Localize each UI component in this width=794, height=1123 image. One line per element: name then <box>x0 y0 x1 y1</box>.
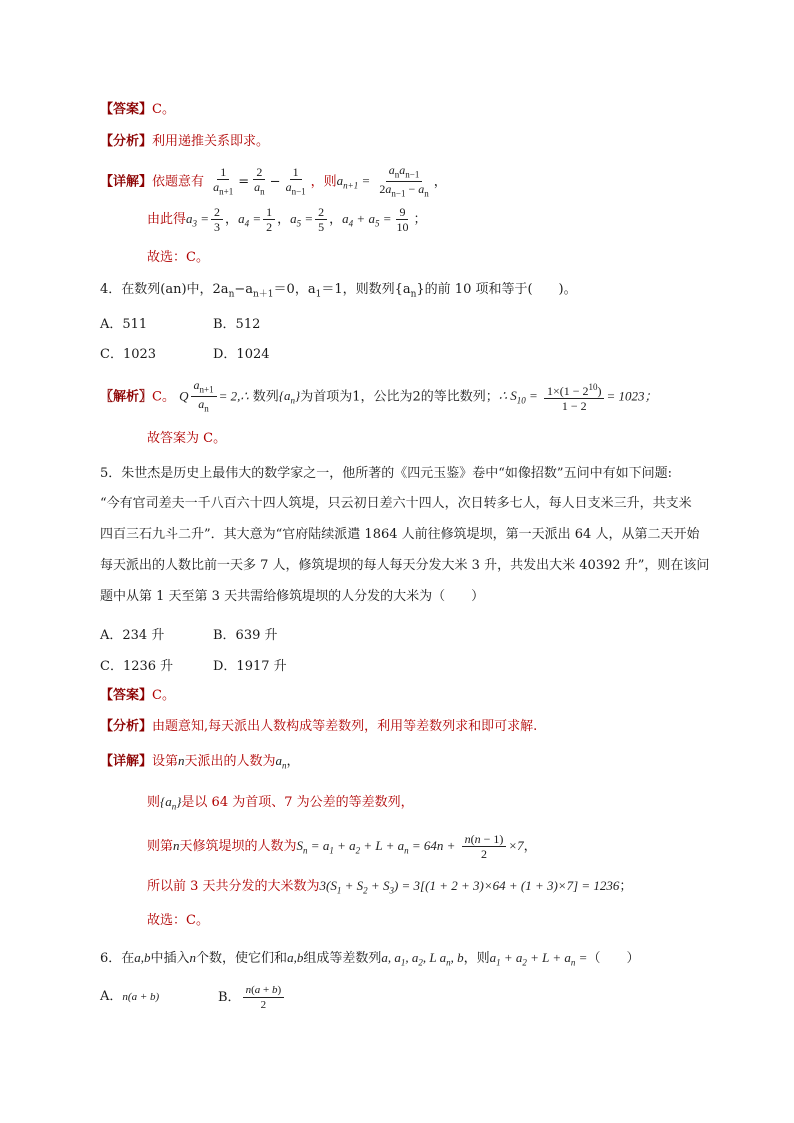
answer-tag: 【答案】 <box>100 102 153 117</box>
q5-line4: 每天派出的人数比前一天多 7 人，修筑堤坝的每人每天分发大米 3 升，共发出大米 40392 升”，则在该问 <box>100 558 710 573</box>
q6-option-a: A．n(a + b) <box>100 989 160 1004</box>
analysis-tag: 【分析】 <box>100 134 153 149</box>
analysis-text: 利用递推关系即求。 <box>152 134 270 149</box>
q6-option-b: B． $\frac{n(a + b)}{2}$ <box>218 980 286 1016</box>
q5-detail-line3: 则第n天修筑堤坝的人数为$S_n = a_1 + a_2 + L + a_n = 64n$ + $\frac{n(n - 1)}{2}$ ×7， <box>147 832 537 861</box>
detail2-prefix: 由此得 <box>147 212 187 227</box>
q5-detail-line2: 则$\{a_n\}$是以 64 为首项、7 为公差的等差数列， <box>147 794 414 812</box>
formula-recurrence: $\frac{1}{a_{n+1}}$ <box>213 165 234 197</box>
detail-tag: 【详解】 <box>100 174 153 190</box>
q5-line1: 5．朱世杰是历史上最伟大的数学家之一，他所著的《四元玉鉴》卷中“如像招数”五问中有如下问题: <box>100 466 672 481</box>
q3-analysis-line <box>100 133 269 151</box>
q3-answer-line <box>100 101 175 119</box>
q5-choose: 故选：C。 <box>147 913 209 928</box>
q6-stem: 6．在a,b中插入n个数，使它们和a,b组成等差数列a, $a_1$, $a_2$, L $a_n$, b，则$a_1 + a_2 + L + a_n$ =（ ） <box>100 950 640 968</box>
q4-option-b: B．512 <box>213 317 261 332</box>
q5-line5: 题中从第 1 天至第 3 天共需给修筑堤坝的人分发的大米为（ ） <box>100 589 485 604</box>
q4-conclusion: 故答案为 C。 <box>147 431 227 446</box>
q5-detail-line4: 所以前 3 天共分发的大米数为$3(S_1 + S_2 + S_3) = 3[(1 + 2 + 3)\times 64 + (1 + 3)\times 7] = 1236$； <box>147 878 633 896</box>
q4-stem: 4．在数列(an)中，$2a_n-a_{n+1}=0$，$a_1=1$，则数列$\{a_n\}$的前 10 项和等于( )。 <box>100 282 577 300</box>
q5-line2: “今有官司差夫一千八百六十四人筑堤，只云初日差六十四人，次日转多七人，每人日支米三升，共支米 <box>100 496 692 511</box>
q3-detail-line2: 由此得$a_3$ = $\frac{2}{3}$ ，$a_4$ = $\frac{1}{2}$ ，$a_5$ = $\frac{2}{5}$ ，$a_4 + a_5$ = $\frac{9}{10}$ ； <box>147 205 427 234</box>
detail-end: ， <box>433 174 447 190</box>
q5-line3: 四百三石九斗二升”．其大意为“官府陆续派遣 1864 人前往修筑堤坝，第一天派出 64 人，从第二天开始 <box>100 527 700 542</box>
q5-analysis-line: 【分析】由题意知,每天派出人数构成等差数列，利用等差数列求和即可求解. <box>100 719 538 734</box>
q3-detail-line1: 【详解】依题意有 $\frac{1}{a_{n+1}}$ = $\frac{2}{a_n}$ − $\frac{1}{a_{n-1}}$ ，则$a_{n+1}$ = $\frac{a_na_{n-1}}{2a_{n-1} - a_n}$ ， <box>100 163 447 199</box>
detail-mid: ，则 <box>310 174 337 190</box>
q5-option-a: A．234 升 <box>100 628 165 643</box>
q3-choose: 故选：C。 <box>147 250 209 265</box>
q5-option-c: C．1236 升 <box>100 659 174 674</box>
detail2-end: ； <box>413 212 427 227</box>
q4-option-c: C．1023 <box>100 347 157 362</box>
q4-option-a: A．511 <box>100 317 148 332</box>
answer-text: C。 <box>152 102 175 117</box>
q5-option-d: D．1917 升 <box>213 659 287 674</box>
solution-tag: 〖解析〗 <box>100 389 153 405</box>
formula-an1: $\frac{a_na_{n-1}}{2a_{n-1} - a_n}$ <box>379 163 429 199</box>
q4-option-d: D．1024 <box>213 347 270 362</box>
q5-answer-line: 【答案】C。 <box>100 688 175 703</box>
q5-option-b: B．639 升 <box>213 628 278 643</box>
q4-solution: 〖解析〗C。 Q $\frac{a_{n+1}}{a_n}$ = 2,∴ 数列$\{a_n\}$为首项为1，公比为2的等比数列；∴ $S_{10}$ = $\frac{1\times(1 - 2^{10})}{1 - 2}$ = 1023； <box>100 378 658 414</box>
detail-prefix: 依题意有 <box>152 174 205 190</box>
q5-detail-line1: 【详解】设第n天派出的人数为$a_n$， <box>100 753 300 771</box>
